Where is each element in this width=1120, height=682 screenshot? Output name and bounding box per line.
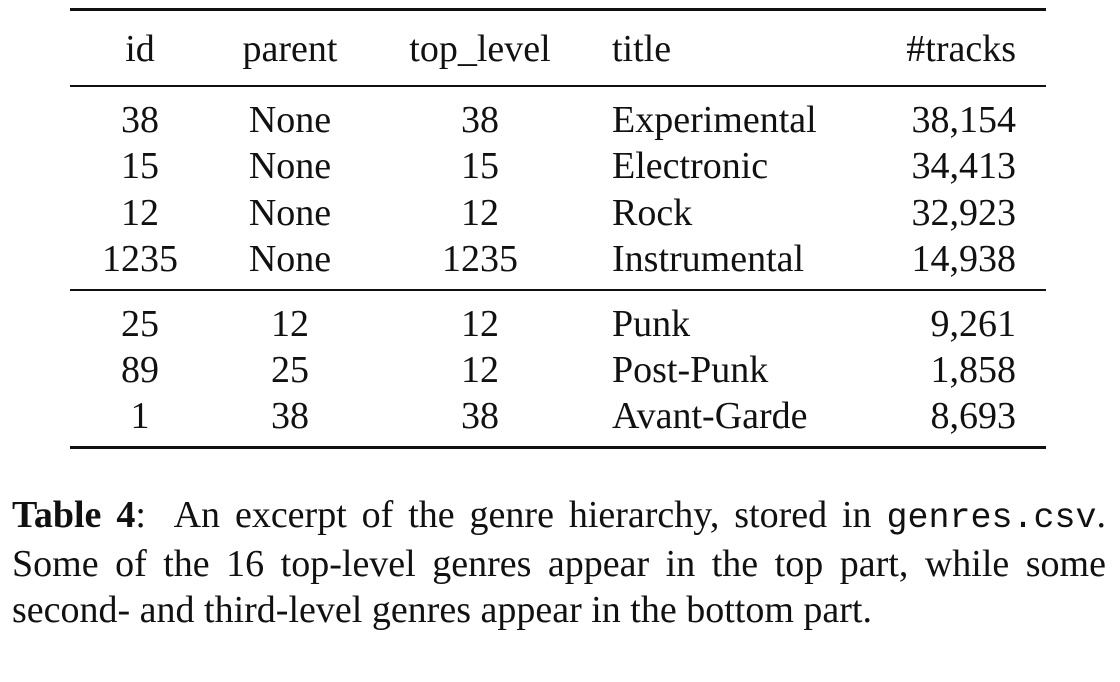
cell-id: 1 <box>130 394 150 437</box>
cell-title: Experimental <box>612 98 817 141</box>
cell-title: Rock <box>612 191 693 234</box>
cell-top-level: 12 <box>461 191 499 234</box>
cell-tracks: 14,938 <box>911 237 1016 280</box>
table-row <box>70 393 1046 448</box>
cell-parent: None <box>248 237 332 280</box>
column-header-title: title <box>612 28 672 70</box>
table-row <box>70 236 1046 290</box>
cell-id: 1235 <box>102 237 178 280</box>
cell-top-level: 15 <box>461 144 499 187</box>
cell-parent: 12 <box>271 302 309 345</box>
table-row <box>70 346 1046 393</box>
cell-tracks: 32,923 <box>911 191 1016 234</box>
column-header-parent: parent <box>242 28 338 70</box>
cell-parent: None <box>248 191 332 234</box>
cell-title: Avant-Garde <box>612 394 808 437</box>
cell-id: 89 <box>121 348 159 391</box>
cell-title: Instrumental <box>612 237 805 280</box>
cell-top-level: 12 <box>461 302 499 345</box>
top-level-genres-group <box>70 86 1046 290</box>
table-row <box>70 189 1046 236</box>
cell-title: Punk <box>612 302 691 345</box>
cell-tracks: 38,154 <box>911 98 1016 141</box>
caption-body: . Some of the 16 top-level genres appear in the top part, while some second- and third-level genres appear in the bottom part. <box>12 494 1107 631</box>
cell-title: Post-Punk <box>612 348 769 391</box>
table-caption <box>12 492 1106 633</box>
cell-top-level: 12 <box>461 348 499 391</box>
caption-lead: An excerpt of the genre hierarchy, stored in <box>173 494 872 536</box>
table-row <box>70 142 1046 189</box>
table-header-row <box>70 10 1046 87</box>
column-header-top-level: top_level <box>409 28 551 70</box>
cell-parent: None <box>248 98 332 141</box>
caption-label: Table 4 <box>12 494 136 536</box>
cell-parent: 38 <box>271 394 309 437</box>
cell-top-level: 38 <box>461 98 499 141</box>
cell-parent: None <box>248 144 332 187</box>
cell-top-level: 1235 <box>442 237 518 280</box>
cell-title: Electronic <box>612 144 769 187</box>
genre-table-container <box>70 8 1046 449</box>
caption-colon: : <box>135 494 146 536</box>
cell-tracks: 9,261 <box>930 302 1016 345</box>
cell-id: 38 <box>121 98 159 141</box>
cell-parent: 25 <box>271 348 309 391</box>
column-header-id: id <box>125 28 155 70</box>
cell-id: 15 <box>121 144 159 187</box>
sub-genres-group <box>70 290 1046 448</box>
cell-tracks: 34,413 <box>911 144 1016 187</box>
cell-id: 12 <box>121 191 159 234</box>
genre-table <box>70 8 1046 449</box>
column-header-tracks: #tracks <box>906 28 1016 70</box>
cell-tracks: 8,693 <box>930 394 1016 437</box>
cell-id: 25 <box>121 302 159 345</box>
table-row <box>70 290 1046 346</box>
caption-filename: genres.csv <box>886 498 1097 538</box>
cell-top-level: 38 <box>461 394 499 437</box>
cell-tracks: 1,858 <box>930 348 1016 391</box>
table-row <box>70 86 1046 142</box>
